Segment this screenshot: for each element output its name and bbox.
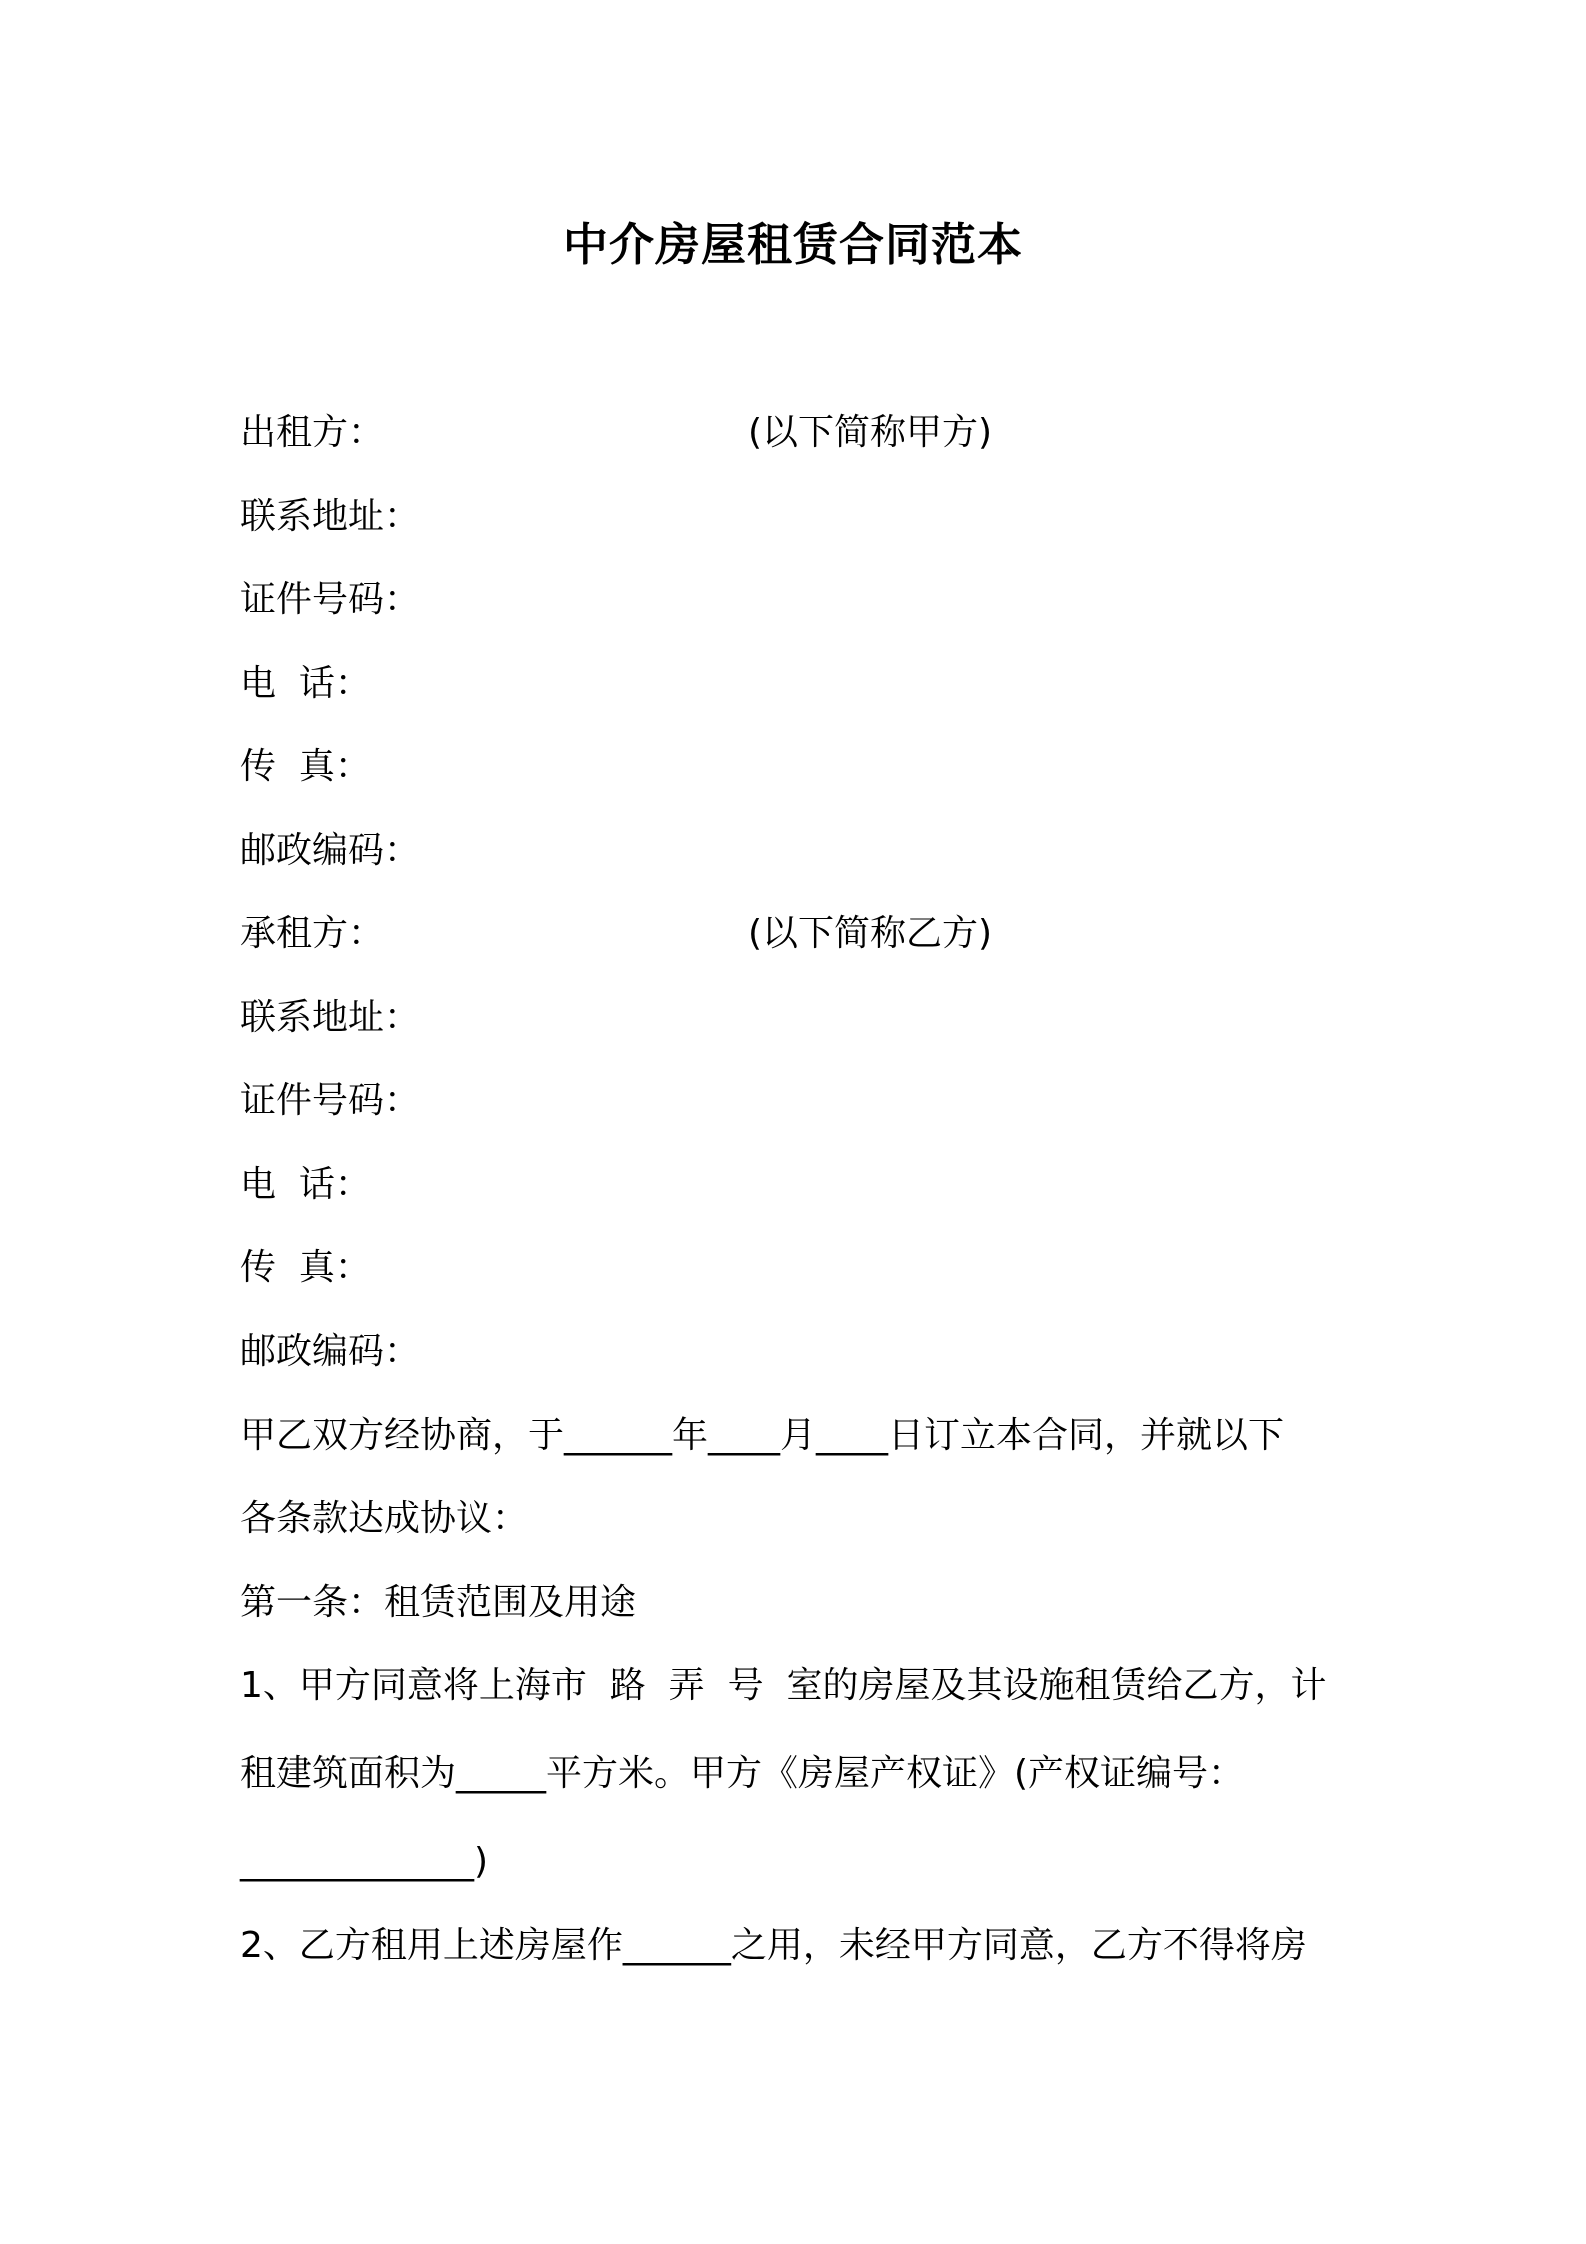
lessor-postcode-label: 邮政编码： xyxy=(240,830,421,871)
lessee-note: (以下简称乙方) xyxy=(748,913,993,954)
article-1-clause-1-line-3: _____________) xyxy=(240,1841,489,1882)
lessee-address-label: 联系地址： xyxy=(240,997,421,1038)
article-1-heading: 第一条：租赁范围及用途 xyxy=(240,1582,637,1623)
preamble-line-1: 甲乙双方经协商，于______年____月____日订立本合同，并就以下 xyxy=(240,1415,1285,1456)
lessee-fax-label: 传 真： xyxy=(240,1247,371,1288)
lessor-label: 出租方： xyxy=(240,412,385,453)
lessee-id-label: 证件号码： xyxy=(240,1080,421,1121)
lessor-address-label: 联系地址： xyxy=(240,496,421,537)
lessee-label: 承租方： xyxy=(240,913,385,954)
lessor-phone-label: 电 话： xyxy=(240,663,371,704)
lessee-phone-label: 电 话： xyxy=(240,1164,371,1205)
document-title: 中介房屋租赁合同范本 xyxy=(562,218,1023,271)
lessor-fax-label: 传 真： xyxy=(240,746,371,787)
preamble-line-2: 各条款达成协议： xyxy=(240,1498,529,1539)
article-1-clause-2-line-1: 2、乙方租用上述房屋作______之用，未经甲方同意，乙方不得将房 xyxy=(240,1925,1307,1966)
lessor-note: (以下简称甲方) xyxy=(748,412,993,453)
lessee-postcode-label: 邮政编码： xyxy=(240,1331,421,1372)
lessor-id-label: 证件号码： xyxy=(240,579,421,620)
article-1-clause-1-line-2: 租建筑面积为_____平方米。甲方《房屋产权证》(产权证编号： xyxy=(240,1753,1245,1794)
article-1-clause-1-line-1: 1、甲方同意将上海市 路 弄 号 室的房屋及其设施租赁给乙方，计 xyxy=(240,1665,1327,1706)
